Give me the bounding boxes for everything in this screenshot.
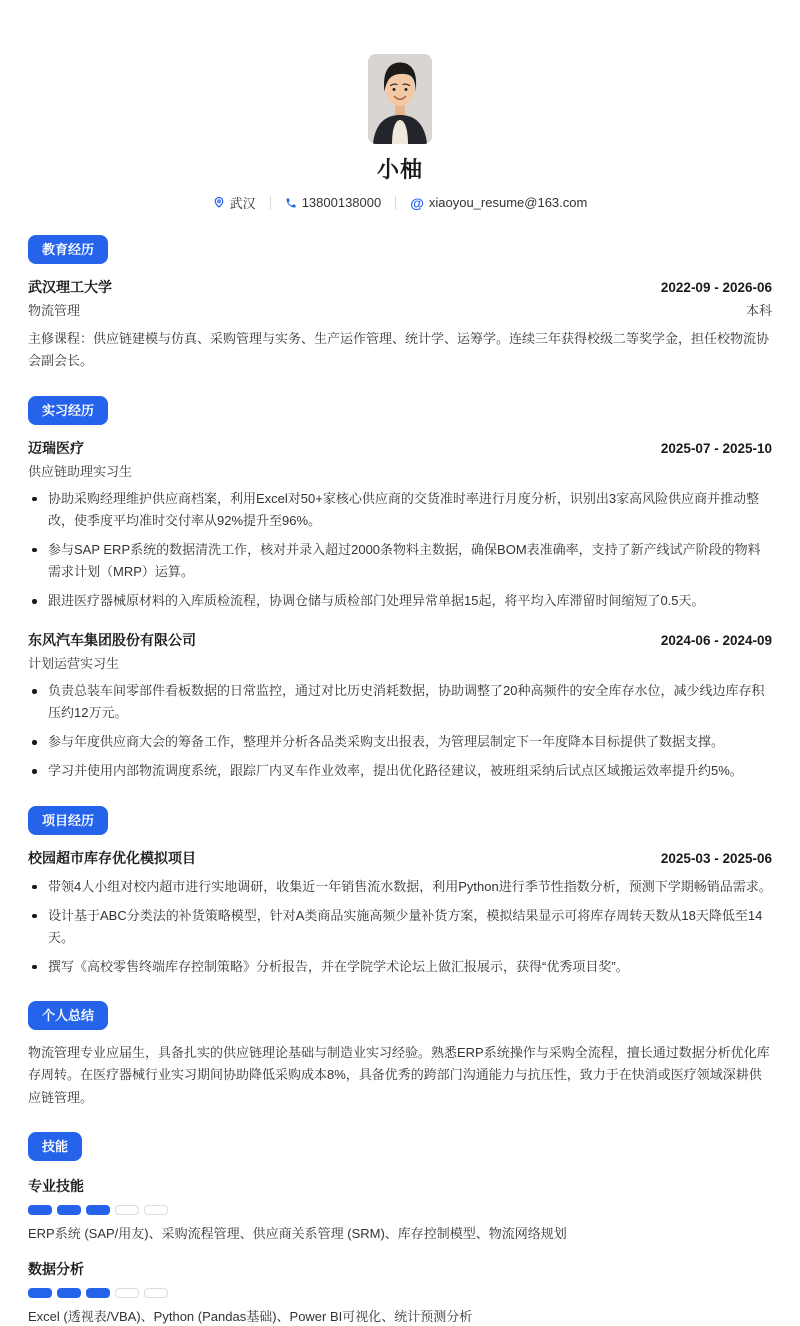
bullet-item: 参与SAP ERP系统的数据清洗工作，核对并录入超过2000条物料主数据，确保BOM表准确率，支持了新产线试产阶段的物料需求计划（MRP）运算。 bbox=[28, 539, 772, 583]
internship-date: 2024-06 - 2024-09 bbox=[660, 633, 772, 649]
education-major: 物流管理 bbox=[28, 303, 81, 318]
project-bullet-list bbox=[28, 876, 772, 978]
skill-level-segment bbox=[28, 1288, 52, 1298]
internship-bullet-list bbox=[28, 488, 772, 612]
skill-level-segment bbox=[86, 1288, 110, 1298]
project-entry bbox=[28, 848, 772, 978]
skill-detail: ERP系统 (SAP/用友)、采购流程管理、供应商关系管理 (SRM)、库存控制模型、物流网络规划 bbox=[28, 1226, 567, 1242]
internship-role: 供应链助理实习生 bbox=[28, 463, 133, 479]
bullet-item: 负责总装车间零部件看板数据的日常监控，通过对比历史消耗数据，协助调整了20种高频件的安全库存水位，减少线边库存积压约12万元。 bbox=[28, 680, 772, 724]
contact-row bbox=[28, 193, 772, 212]
section-badge-projects: 项目经历 bbox=[28, 806, 108, 835]
skill-group-name: 专业技能 bbox=[28, 1178, 84, 1195]
skill-level-segment bbox=[86, 1205, 110, 1215]
contact-separator bbox=[270, 196, 271, 210]
section-skills bbox=[28, 1132, 772, 1326]
avatar-illustration bbox=[368, 54, 432, 144]
bullet-item: 学习并使用内部物流调度系统，跟踪厂内叉车作业效率，提出优化路径建议，被班组采纳后试点区域搬运效率提升约5%。 bbox=[28, 760, 772, 782]
internship-entry bbox=[28, 438, 772, 612]
skill-level-segment bbox=[57, 1288, 81, 1298]
section-summary bbox=[28, 1001, 772, 1109]
skill-level-segment bbox=[28, 1205, 52, 1215]
section-projects bbox=[28, 806, 772, 978]
bullet-item: 撰写《高校零售终端库存控制策略》分析报告，并在学院学术论坛上做汇报展示，获得“优秀项目奖”。 bbox=[28, 956, 772, 978]
bullet-item: 协助采购经理维护供应商档案，利用Excel对50+家核心供应商的交货准时率进行月度分析，识别出3家高风险供应商并推动整改，使季度平均准时交付率从92%提升至96%。 bbox=[28, 488, 772, 532]
contact-location bbox=[213, 193, 256, 212]
internship-date: 2025-07 - 2025-10 bbox=[660, 440, 772, 456]
skill-level-segment bbox=[115, 1205, 139, 1215]
section-badge-internship: 实习经历 bbox=[28, 396, 108, 425]
contact-email bbox=[410, 195, 587, 210]
education-entry bbox=[28, 277, 772, 373]
contact-phone-text: 13800138000 bbox=[301, 195, 382, 210]
education-description: 主修课程：供应链建模与仿真、采购管理与实务、生产运作管理、统计学、运筹学。连续三年获得校级二等奖学金，担任校物流协会副会长。 bbox=[28, 331, 770, 369]
education-date: 2022-09 - 2026-06 bbox=[660, 280, 772, 295]
section-badge-summary: 个人总结 bbox=[28, 1001, 108, 1030]
section-badge-skills: 技能 bbox=[28, 1132, 82, 1161]
skill-level-bar bbox=[28, 1288, 772, 1298]
skill-level-segment bbox=[144, 1288, 168, 1298]
contact-location-text: 武汉 bbox=[229, 196, 256, 211]
bullet-item: 跟进医疗器械原材料的入库质检流程，协调仓储与质检部门处理异常单据15起，将平均入库滞留时间缩短了0.5天。 bbox=[28, 590, 772, 612]
profile-photo bbox=[368, 54, 432, 144]
skill-group-name: 数据分析 bbox=[28, 1260, 84, 1277]
company-name: 迈瑞医疗 bbox=[28, 439, 84, 456]
company-name: 东风汽车集团股份有限公司 bbox=[28, 632, 196, 649]
skill-group bbox=[28, 1176, 772, 1244]
summary-text: 物流管理专业应届生，具备扎实的供应链理论基础与制造业实习经验。熟悉ERP系统操作与采购全流程，擅长通过数据分析优化库存周转。在医疗器械行业实习期间协助降低采购成本8%，具备优秀的跨部门沟通能力与抗压性，致力于在快消或医疗领域深耕供应链管理。 bbox=[28, 1044, 770, 1105]
skill-detail: Excel (透视表/VBA)、Python (Pandas基础)、Power BI可视化、统计预测分析 bbox=[28, 1308, 473, 1324]
location-icon bbox=[213, 196, 225, 209]
section-badge-education: 教育经历 bbox=[28, 235, 108, 264]
phone-icon bbox=[285, 197, 297, 209]
skill-level-segment bbox=[57, 1205, 81, 1215]
education-degree: 本科 bbox=[745, 303, 772, 318]
section-education bbox=[28, 235, 772, 373]
email-icon: @ bbox=[410, 194, 424, 211]
contact-phone bbox=[285, 195, 382, 210]
profile-photo-wrap bbox=[28, 54, 772, 144]
skill-group bbox=[28, 1259, 772, 1326]
skill-level-segment bbox=[144, 1205, 168, 1215]
candidate-name: 小柚 bbox=[376, 157, 423, 182]
bullet-item: 参与年度供应商大会的筹备工作，整理并分析各品类采购支出报表，为管理层制定下一年度降本目标提供了数据支撑。 bbox=[28, 731, 772, 753]
bullet-item: 带领4人小组对校内超市进行实地调研，收集近一年销售流水数据，利用Python进行季节性指数分析，预测下学期畅销品需求。 bbox=[28, 876, 772, 898]
internship-entry bbox=[28, 630, 772, 782]
school-name: 武汉理工大学 bbox=[28, 279, 112, 295]
contact-email-text: xiaoyou_resume@163.com bbox=[428, 195, 588, 210]
internship-role: 计划运营实习生 bbox=[28, 656, 120, 672]
skill-level-bar bbox=[28, 1205, 772, 1215]
section-internship bbox=[28, 396, 772, 783]
contact-separator bbox=[395, 196, 396, 210]
bullet-item: 设计基于ABC分类法的补货策略模型，针对A类商品实施高频少量补货方案，模拟结果显示可将库存周转天数从18天降低至14天。 bbox=[28, 905, 772, 949]
project-name: 校园超市库存优化模拟项目 bbox=[28, 849, 196, 866]
internship-bullet-list bbox=[28, 680, 772, 782]
project-date: 2025-03 - 2025-06 bbox=[660, 850, 772, 866]
skill-level-segment bbox=[115, 1288, 139, 1298]
